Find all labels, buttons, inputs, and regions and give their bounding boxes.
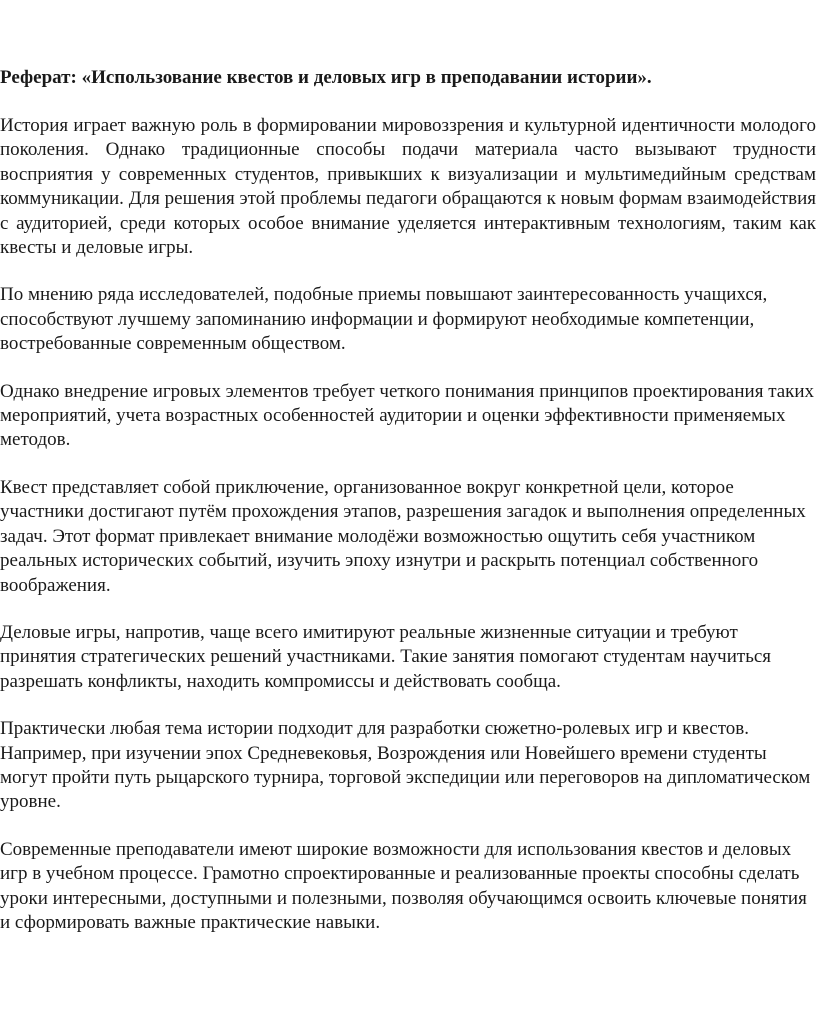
paragraph-conclusion: Современные преподаватели имеют широкие возможности для использования квестов и деловых игр в учебном процессе. Грамотно спроектированные и реализованные проекты способны сделать уроки интересными, доступными и полезными, позволяя обучающимся освоить ключевые понятия и сформировать важные практические навыки. xyxy=(0,838,807,933)
paragraph-business-games: Деловые игры, напротив, чаще всего имитируют реальные жизненные ситуации и требуют принятия стратегических решений участниками. Такие занятия помогают студентам научиться разрешать конфликты, находить компромиссы и действовать сообща. xyxy=(0,621,772,692)
paragraph-quest-definition: Квест представляет собой приключение, организованное вокруг конкретной цели, которое участники достигают путём прохождения этапов, разрешения загадок и выполнения определенных задач. Этот формат привлекает внимание молодёжи возможностью ощутить себя участником реальных исторических событий, изучить эпоху изнутри и раскрыть потенциал собственного воображения. xyxy=(0,476,806,596)
paragraph-intro: История играет важную роль в формировании мировоззрения и культурной идентичности молодого поколения. Однако традиционные способы подачи материала часто вызывают трудности восприятия у современных студентов, привыкших к визуализации и мультимедийным средствам коммуникации. Для решения этой проблемы педагоги обращаются к новым формам взаимодействия с аудиторией, среди которых особое внимание уделяется интерактивным технологиям, таким как квесты и деловые игры. xyxy=(0,115,816,259)
paragraph-research-opinion: По мнению ряда исследователей, подобные приемы повышают заинтересованность учащихся, способствуют лучшему запоминанию информации и формируют необходимые компетенции, востребованные современным обществом. xyxy=(0,284,768,355)
document-title: Реферат: «Использование квестов и деловых игр в преподавании истории». xyxy=(0,67,652,88)
paragraph-topics-examples: Практически любая тема истории подходит для разработки сюжетно-ролевых игр и квестов. Например, при изучении эпох Средневековья, Возрождения или Новейшего времени студенты могут пройти путь рыцарского турнира, торговой экспедиции или переговоров на дипломатическом уровне. xyxy=(0,718,811,813)
paragraph-implementation: Однако внедрение игровых элементов требует четкого понимания принципов проектирования таких мероприятий, учета возрастных особенностей аудитории и оценки эффективности применяемых методов. xyxy=(0,380,815,451)
